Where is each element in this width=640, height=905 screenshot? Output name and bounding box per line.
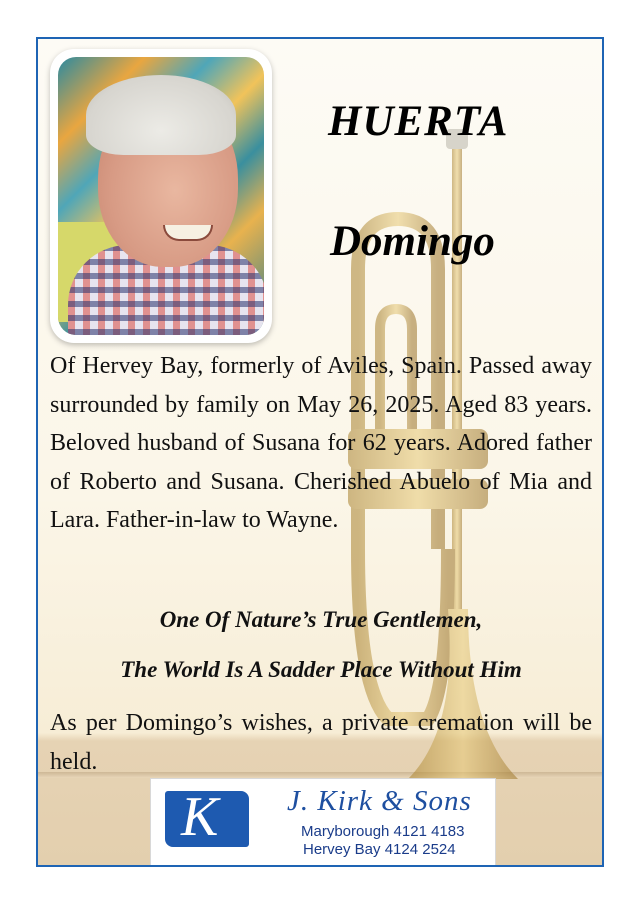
portrait-photo-icon <box>58 57 264 335</box>
biography-text: Of Hervey Bay, formerly of Aviles, Spain. Passed away surrounded by family on May 26, 2025. Aged 83 years. Beloved husband of Susana for 62 years. Adored father of Roberto and Susana. Cherished Abuelo of Mia and Lara. Father-in-law to Wayne. <box>50 353 592 533</box>
surname: HUERTA <box>328 98 509 145</box>
portrait-frame <box>50 49 272 343</box>
verse-line-2: The World Is A Sadder Place Without Him <box>120 657 522 682</box>
logo-letter: K <box>181 786 219 848</box>
first-name: Domingo <box>330 218 495 265</box>
kirk-logo-icon <box>165 786 249 848</box>
phone-maryborough: Maryborough 4121 4183 <box>301 823 465 840</box>
verse-line-1: One Of Nature’s True Gentlemen, <box>159 607 483 632</box>
funeral-director-name: J. Kirk & Sons <box>287 785 472 817</box>
phone-hervey-bay: Hervey Bay 4124 2524 <box>303 841 456 858</box>
death-notice <box>36 37 604 867</box>
cremation-wishes-text: As per Domingo’s wishes, a private cremation will be held. <box>50 710 592 775</box>
funeral-director-ad <box>150 778 496 866</box>
